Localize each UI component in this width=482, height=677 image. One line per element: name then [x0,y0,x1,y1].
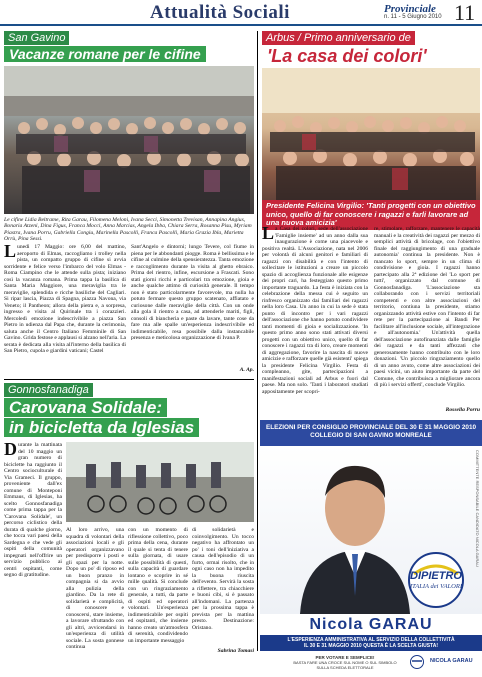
article2-body-2: re, stimolare, rafforzare, mantenere le capacità manuali e la creatività dei ragazzi per mezzo di semplici attività di bricolage, con l'obiettivo finale del raggiungimento di una graduale autonomia' continua la presidente. Non è mancato lo sport, sempre in un clima di condivisione e gioia. I ragazzi hanno partecipato alla 2ª edizione del 'Lo sport per tutti', organizzato dal comune di Gonnosfanadiga. 'L'associazione sta collaborando con i servizi territoriali competenti e con altre associazioni del territorio, contiuna la presidente, stiamo organizzando attività estive con l'intento di far rete per la partecipazione ai Bandi Per facilitare all'inclusione sociale, all'integrazione e all'autonomia.' Un'attività quella dell'associazione autofinanziata dalle famiglie dei ragazzi e da tanti affezzati che generosamente hanno contribuito con le loro donazioni. 'Un piccolo ringraziamento quello di un anno avuto, come altre associazioni dei paesi vicini, un aiuto importante da parte del Comune, che contribuisca a migliorare ancora di più i servizi offerti', conclude Virgilio. [374,226,480,388]
advert-slogan-line-1: L'ESPERIENZA AMMINISTRATIVA AL SERVIZIO DELLA COLLETTIVITÀ [287,637,455,643]
article3-column-2 [66,527,124,655]
article3-headline-1: Carovana Solidale: [4,398,167,417]
drop-cap: D [4,439,17,459]
article3-body-3: con un momento di riflessione collettivo, poco prima della cena, durante il quale si tenta di tenere sulla giornata, di usare sulle possibilità di questi, sulla capacità di guardare lontano e scoprire in sé mille qualità. Si conclude con un ringraziamento generale, a tutti, da parte di ospiti ed operatori volontari. Un'esperienza indimenticabile per ospiti ed ospitanti, che insieme hanno creato un'atmosfera di serenità, condividendo un importante messaggio [128,527,188,644]
article1-kicker: San Gavino [4,31,69,45]
article1-column-1 [4,241,126,376]
article2-column-2 [374,226,480,406]
page-number: 11 [454,0,476,25]
footer-candidate: NICOLA GARAU [430,658,473,664]
article2-quote-banner: Presidente Felicina Virgilio: 'Tanti progetti con un obiettivo unico, quello di far conoscere i ragazzi e farli lavorare ad una nuova amicizia' [262,200,480,230]
article2-headline: 'La casa dei colori' [267,46,427,66]
article2-body-1: a Casa dei colori, sede dell'associazione 'Famiglie insieme' ad un anno dalla sua inaugurazione è come una piacevole e positiva realtà. L'Associazione, nata nel 2006 per volontà di alcuni genitori e familiari di ragazzi con disabilità e con l'intento di sollecitare le istituzioni a creare un piccolo spazio di accoglienza funzionale alle esigenze dei propri cari, ha festeggiato questo primo importante traguardo. La festa è iniziata con la celebrazione della messa cui è seguito un rinfresco organizzato dai familiari dei ragazzi nella loro Casa. Un anno in cui la sede è stata punto di incontro per i vari ragazzi dell'associazione che hanno potuto condividere tanti momenti di gioia e socializzazione. 'In questo primo anno sono stati attivati diversi progetti con un obiettivo unico, quello di far conoscere i ragazzi tra di loro, creare momenti di aggregazione, favorire la nascita di nuove amicizie e rafforzare quelle già esistenti' spiega la presidente Felicina Virgilio. Festa di compleanno, gite, partecipazioni a manifestazioni sociali ad Arbus e fuori dal paese. Ma non solo. 'Tanti i laboratori studiati appositamente per scopri- [262,226,368,395]
ballot-logo-icon [408,655,426,669]
article3-body-2: Al loro arrivo, una squadra di volontari della associazioni locali e gli operatori organizzavano per predisporre i posti e gli spazi per la notte. Dopo un po' di riposo ed un buon pranzo in compagnia si da avvio alla pulizia della giardino. Da la rete di solidarietà e complicità, di conoscere e conoscersi, stare insieme, a lavorare sfruttando con gli altri, avvicendarsi in un'esperienza di utilità sociale. La sosta gonnese continua [66,527,124,650]
casa-colori-photo [262,68,480,218]
advert-banner-line-2: COLLEGIO DI SAN GAVINO MONREALE [310,432,432,439]
article2-column-1 [262,223,368,414]
advert-side-text: COMMITTENTE RESPONSABILE CANDIDATO NICOLA GARAU [475,450,480,567]
issue-date: n. 11 - 5 Giugno 2010 [384,14,442,20]
article3-column-1 [4,439,62,654]
article3-kicker: Gonnosfanadiga [4,383,93,397]
article2-signature: Rossella Porru [445,407,480,413]
article3-body-4: di solidarietà e coinvolgimento. Un tocco negativo ha affrontato un po' i toni dell'iniziativa a causa dell'episodio di un furto, ormai risolto, che in ogni caso non ha impedito la buona riuscita dell'evento. Servirà la sosta a riflettere, tra chiacchiere e buoni cibi, si è passato all'indomani. La partenza per la prossima tappa è prevista per la mattina presto. Destinazione: Oristano. [192,527,254,631]
group-illustration [262,68,480,218]
article3-body-1: urante la mattinata del 10 maggio un gran numero di biciclette ha raggiunto il Centro socioculturale di Via Grameci. Il gruppo, proveniente dall'ex comune di Monteponi Emmaus, di Iglesias, ha scelto Gonnosfanadiga come prima tappa per la 'Carovana Solidale', un percorso ciclistico della durata di qualche giorno, che tocca vari paesi della Sardegna e che vede gli ospiti della comunità impegnati nell'offrire un servizio pubblico ai centri ospitanti, come segno di gratitudine. [4,442,62,578]
photo-caption: Le cifine Lidia Beltrame, Rita Garau, Filomena Meloni, Ivana Secci, Simonetta Trevisan, Annapina Angius, Bonaria Atzeni, Dina Figus, Franca Mocci, Anna Marcias, Angela Ibba, Chiara Serra, Rosanna Pisu, Myriam Piastra, Ivana Porru, Gabriella Congiu, Marinella Pascolli, Franca Pascolli, Maria Grazia Ibla, Marietta Orrù, Pina Sessi. [4,217,252,243]
crowd-illustration [4,66,254,214]
article3-signature: Sabrina Tomasi [217,648,254,654]
footer-line-3: SULLA SCHEDA ELETTORALE [316,665,374,670]
footer-line-1: PER VOTARE E SEMPLICE! [315,655,375,660]
newspaper-brand: Provinciale [384,3,436,15]
section-divider [4,379,254,380]
section-title: Attualità Sociali [150,2,290,23]
advert-banner [260,420,482,446]
masthead [0,0,482,26]
candidate-name: Nicola GARAU [309,616,433,633]
logo-subtitle: ITALIA dei VALORI [410,583,462,590]
article3-column-3 [128,527,188,647]
article2-kicker: Arbus / Primo anniversario de [262,31,415,45]
advert-slogan [260,635,482,651]
article1-signature-wrap [131,367,254,375]
column-divider [257,31,258,651]
drop-cap: L [262,223,275,243]
advert-slogan-line-2: IL 30 E 31 MAGGIO 2010 QUESTA È LA SCELTA GIUSTA! [303,643,438,649]
bicycle-photo [66,442,254,522]
group-photo-cifine [4,66,254,214]
article1-signature: A. Ap. [239,367,254,373]
article2-signature-wrap [374,407,480,415]
article1-headline: Vacanze romane per le cifine [4,46,206,62]
cyclists-illustration [66,442,254,522]
article1-column-2 [131,244,254,368]
article1-body-1: unedì 17 Maggio: ore 6,00 del mattino, aeroporto di Elmas, raccogliamo i trolley nella pista, un compatto gruppo di cifine si avvia sorridente e felice verso l'imbarco del volo Elmas - Roma Ciampino che le attende sulla pista; iniziano così la vacanza romana. Prima tappa la basilica di Santa Maria Maggiore, una meraviglia tra le meraviglie, splendida e ricche basiliche del Cagliari. Si ripar lascia, Piazza di Spagna, piazza Navona, via Veneto; il Pantheon; allora della pietra e, a sorpresa, ingresso e visita al Quirinale tra i corazzieri. Mercoledì emozione indescrivibile a piazza San Pietro in udienza dal Papa che, durante la cerimonia, saluta anche il Centro Italiano Femminile di San Gavino. Grida festose e applausi si alzano nell'aria. La serata è dedicata alla visita all'interno della basilica di San Pietro, cupola e giardini vaticani; Castel [4,244,126,354]
footer-instructions [290,655,400,670]
advert-footer [260,653,482,677]
drop-cap: L [4,241,17,261]
article3-column-4 [192,527,254,647]
party-logo [396,552,476,608]
article3-signature-wrap [128,648,254,656]
logo-brand: DIPIETRO [410,570,462,582]
footer-line-2: BASTA FARE UNA CROCE SUL NOME O SUL SIMBOLO [293,660,397,665]
election-advert [260,420,482,670]
advert-banner-line-1: ELEZIONI PER CONSIGLIO PROVINCIALE DEL 30 E 31 MAGGIO 2010 [265,424,477,431]
article1-body-2: Sant'Angelo e dintorni; lungo Tevere, col fiume in piena per le abbondanti piogge. Roma è bellissima e le cifine al culmine della spensieratezza. Tanta emozione e raccoglimento durante la visita al ghetto ebraico. Prima del rientro, infine, escursione a Frascati. Sono stati giorni ricchi e particolari tra emozione, gioia e anche qualche attimo di curiosità generale. Il tempo non è stato particolarmente favorevole, ma nulla ha potuto fermare questo gruppo scatenato, affiatato e curiosone dalle meraviglie della città. Con un onde alla gola il rientro a casa, ad attenderle mariti, figli, consoli di biancheria e paste da lavare, tante cose da fare ma alle spalle un'esperienza indescrivibile ed indimenticabile, resa possibile dalla instancabile presenza e meticolosa organizzazione di Ivana P. [131,244,254,341]
ballot-logo-svg [408,655,426,669]
article3-headline-2: in bicicletta da Iglesias [4,418,199,437]
